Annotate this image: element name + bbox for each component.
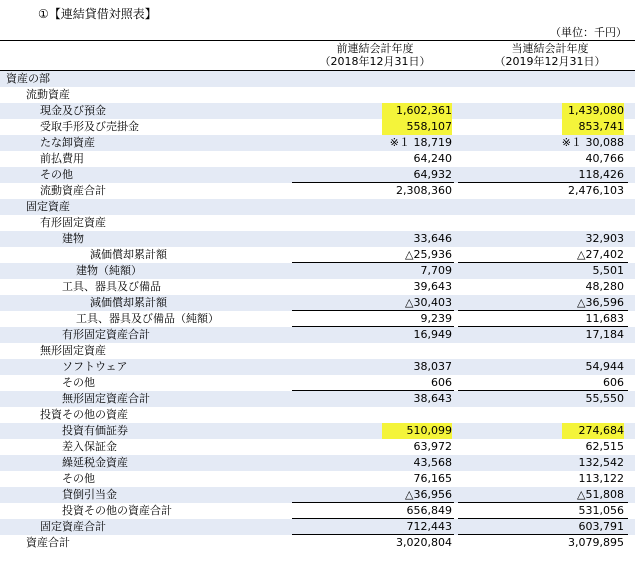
table-row — [0, 71, 635, 87]
prev-value: △36,956 — [405, 488, 452, 501]
curr-value: 32,903 — [585, 232, 624, 245]
table-row — [0, 151, 635, 167]
table-row — [0, 215, 635, 231]
column-header-prev-name: 前連結会計年度 — [336, 42, 414, 55]
prev-value: △25,936 — [405, 248, 452, 261]
row-label: 現金及び預金 — [40, 104, 106, 117]
prev-value: 16,949 — [413, 328, 452, 341]
curr-value: △51,808 — [577, 488, 624, 501]
column-header-prev — [300, 42, 450, 68]
row-label: 前払費用 — [40, 152, 84, 165]
table-row — [0, 279, 635, 295]
prev-value: 63,972 — [413, 440, 452, 453]
prev-value: 43,568 — [413, 456, 452, 469]
row-label: 繰延税金資産 — [62, 456, 128, 469]
row-label: ソフトウェア — [62, 360, 128, 373]
prev-value: 510,099 — [382, 423, 452, 439]
row-label: 建物（純額） — [76, 264, 142, 277]
prev-value: 2,308,360 — [396, 184, 452, 197]
prev-value: 33,646 — [413, 232, 452, 245]
row-label: 差入保証金 — [62, 440, 117, 453]
curr-value: 2,476,103 — [568, 184, 624, 197]
curr-value: 62,515 — [585, 440, 624, 453]
row-label: 工具、器具及び備品（純額） — [76, 312, 219, 325]
table-row — [0, 247, 635, 263]
table-row — [0, 439, 635, 455]
table-row — [0, 263, 635, 279]
column-header-prev-date: （2018年12月31日） — [319, 55, 431, 68]
prev-value: ※１ 18,719 — [389, 136, 452, 149]
table-row — [0, 327, 635, 343]
row-label: たな卸資産 — [40, 136, 95, 149]
curr-value: △36,596 — [577, 296, 624, 309]
row-label: 受取手形及び売掛金 — [40, 120, 139, 133]
column-header-curr — [470, 42, 630, 68]
curr-value: 5,501 — [592, 264, 624, 277]
table-row — [0, 167, 635, 183]
prev-value: 76,165 — [413, 472, 452, 485]
prev-value: 9,239 — [420, 312, 452, 325]
prev-value: 38,643 — [413, 392, 452, 405]
row-label: 無形固定資産 — [40, 344, 106, 357]
curr-value: 274,684 — [562, 423, 624, 439]
curr-value: 853,741 — [562, 119, 624, 135]
table-row — [0, 391, 635, 407]
curr-value: 40,766 — [585, 152, 624, 165]
prev-value: △30,403 — [405, 296, 452, 309]
row-label: 流動資産合計 — [40, 184, 106, 197]
prev-value: 606 — [431, 376, 452, 389]
column-header-curr-date: （2019年12月31日） — [494, 55, 606, 68]
row-label: 固定資産 — [26, 200, 70, 213]
curr-value: 118,426 — [578, 168, 624, 181]
row-label: 固定資産合計 — [40, 520, 106, 533]
row-label: その他 — [40, 168, 73, 181]
column-header-curr-name: 当連結会計年度 — [511, 42, 589, 55]
curr-value: 55,550 — [585, 392, 624, 405]
header-top-rule — [0, 40, 635, 41]
row-label: 有形固定資産 — [40, 216, 106, 229]
row-label: 投資有価証券 — [62, 424, 128, 437]
row-label: 資産の部 — [6, 72, 50, 85]
table-row — [0, 359, 635, 375]
table-row — [0, 135, 635, 151]
table-row — [0, 103, 635, 119]
curr-value: 113,122 — [578, 472, 624, 485]
table-row — [0, 295, 635, 311]
table-row — [0, 375, 635, 391]
curr-value: 132,542 — [578, 456, 624, 469]
curr-value: ※１ 30,088 — [561, 136, 624, 149]
prev-value: 64,240 — [413, 152, 452, 165]
prev-value: 712,443 — [406, 520, 452, 533]
row-label: 無形固定資産合計 — [62, 392, 150, 405]
table-row — [0, 423, 635, 439]
curr-value: 531,056 — [578, 504, 624, 517]
prev-value: 3,020,804 — [396, 536, 452, 549]
row-label: 投資その他の資産 — [40, 408, 128, 421]
prev-value: 1,602,361 — [382, 103, 452, 119]
table-row — [0, 343, 635, 359]
curr-value: 17,184 — [585, 328, 624, 341]
curr-value: 11,683 — [585, 312, 624, 325]
table-row — [0, 231, 635, 247]
curr-value: 603,791 — [578, 520, 624, 533]
curr-value: 3,079,895 — [568, 536, 624, 549]
unit-label: （単位：千円） — [550, 26, 627, 39]
table-row — [0, 311, 635, 327]
row-label: 有形固定資産合計 — [62, 328, 150, 341]
table-row — [0, 199, 635, 215]
row-label: 貸倒引当金 — [62, 488, 117, 501]
row-label: 投資その他の資産合計 — [62, 504, 172, 517]
curr-value: 1,439,080 — [562, 103, 624, 119]
row-label: 工具、器具及び備品 — [62, 280, 161, 293]
table-row — [0, 487, 635, 503]
row-label: 減価償却累計額 — [90, 248, 167, 261]
row-label: その他 — [62, 472, 95, 485]
curr-value: 48,280 — [585, 280, 624, 293]
prev-value: 656,849 — [406, 504, 452, 517]
prev-value: 558,107 — [382, 119, 452, 135]
table-row — [0, 183, 635, 199]
prev-value: 7,709 — [420, 264, 452, 277]
table-row — [0, 535, 635, 551]
balance-sheet-table — [0, 71, 635, 551]
curr-value: 606 — [603, 376, 624, 389]
table-row — [0, 119, 635, 135]
table-row — [0, 471, 635, 487]
row-label: 建物 — [62, 232, 84, 245]
row-label: 減価償却累計額 — [90, 296, 167, 309]
row-label: 流動資産 — [26, 88, 70, 101]
prev-value: 38,037 — [413, 360, 452, 373]
table-row — [0, 87, 635, 103]
table-row — [0, 503, 635, 519]
table-row — [0, 455, 635, 471]
page-title: ①【連結貸借対照表】 — [38, 7, 157, 21]
table-row — [0, 519, 635, 535]
prev-value: 64,932 — [413, 168, 452, 181]
curr-value: △27,402 — [577, 248, 624, 261]
prev-value: 39,643 — [413, 280, 452, 293]
curr-value: 54,944 — [585, 360, 624, 373]
table-row — [0, 407, 635, 423]
row-label: 資産合計 — [26, 536, 70, 549]
row-label: その他 — [62, 376, 95, 389]
